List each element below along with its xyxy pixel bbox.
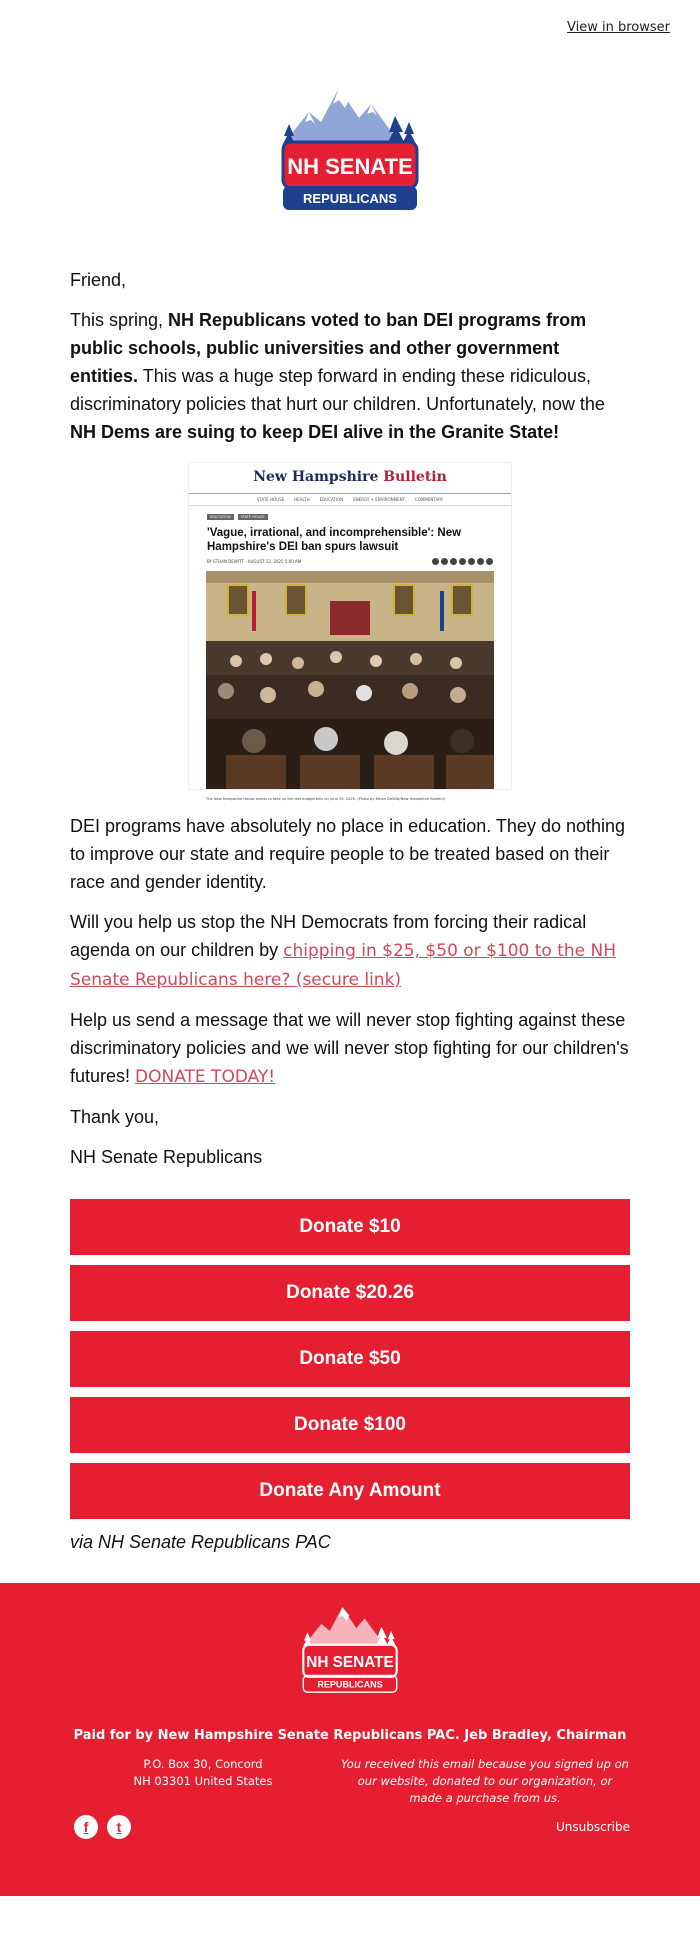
- paragraph-dei: DEI programs have absolutely no place in education. They do nothing to improve our state and require people to be treated based on their race and gender identity.: [70, 816, 626, 892]
- logo-text-senate: NH SENATE: [287, 154, 413, 179]
- paragraph-ask: Will you help us stop the NH Democrats from forcing their radical agenda on our children by chipping in $25, $50 or $100 to the NH Senate Republicans here? (secure link): [70, 912, 617, 990]
- donate-10-button[interactable]: Donate $10: [70, 1199, 630, 1255]
- top-bar: [0, 0, 700, 70]
- thanks: Thank you,: [70, 1107, 160, 1127]
- paid-for-disclaimer: Paid for by New Hampshire Senate Republicans PAC. Jeb Bradley, Chairman: [73, 1728, 627, 1743]
- email-body: [0, 266, 700, 1171]
- footer: [0, 1583, 700, 1896]
- donate-20-26-button[interactable]: Donate $20.26: [70, 1265, 630, 1321]
- signature: NH Senate Republicans: [70, 1147, 263, 1167]
- chip-in-link[interactable]: chipping in $25, $50 or $100 to the NH Senate Republicans here? (secure link): [70, 941, 617, 990]
- donate-100-button[interactable]: Donate $100: [70, 1397, 630, 1453]
- article-tags: EDUCATION STATE HOUSE: [207, 514, 511, 520]
- paragraph-message: Help us send a message that we will never stop fighting against these discriminatory policies and we will never stop fighting for our children's futures! DONATE TODAY!: [70, 1010, 629, 1087]
- article-caption: The New Hampshire House meets to take up the last budget bills on June 26, 2025. (Photo by Ethan DeWitt/New Hampshire Bulletin): [206, 797, 446, 801]
- greeting: Friend,: [70, 270, 127, 290]
- unsubscribe-link[interactable]: Unsubscribe: [556, 1820, 630, 1834]
- article-headline: 'Vague, irrational, and incomprehensible': New Hampshire's DEI ban spurs lawsuit: [207, 527, 462, 553]
- house-chamber-photo: [206, 571, 494, 789]
- mailing-address: P.O. Box 30, Concord NH 03301 United States: [133, 1757, 273, 1788]
- donate-today-link[interactable]: DONATE TODAY!: [135, 1067, 276, 1087]
- logo-text-republicans: REPUBLICANS: [303, 191, 397, 206]
- social-links: [74, 1815, 131, 1839]
- subscription-notice: You received this email because you signed up on our website, donated to our organization, or made a purchase from us.: [341, 1757, 629, 1805]
- article-masthead: New Hampshire Bulletin: [253, 469, 447, 485]
- share-icons: [432, 558, 493, 565]
- via-pac: via NH Senate Republicans PAC: [70, 1532, 331, 1552]
- article-byline: BY ETHAN DEWITT - AUGUST 12, 2025 5:00 AM: [207, 558, 493, 565]
- footer-columns: [0, 1756, 700, 1807]
- footer-logo-text-senate: NH SENATE: [306, 1654, 394, 1672]
- donate-buttons: [0, 1199, 700, 1519]
- footer-logo-text-republicans: REPUBLICANS: [317, 1679, 383, 1690]
- donate-50-button[interactable]: Donate $50: [70, 1331, 630, 1387]
- donate-any-amount-button[interactable]: Donate Any Amount: [70, 1463, 630, 1519]
- nh-senate-republicans-logo: [275, 82, 425, 214]
- article-nav: STATE HOUSE HEALTH EDUCATION ENERGY + ENVIRONMENT COMMENTARY: [189, 493, 511, 506]
- footer-logo: [0, 1603, 700, 1695]
- footer-logo-mark: [295, 1603, 405, 1695]
- header-logo: [0, 82, 700, 214]
- twitter-icon[interactable]: t: [107, 1815, 131, 1839]
- footer-bottom: [74, 1815, 630, 1839]
- view-in-browser-link[interactable]: View in browser: [567, 20, 670, 35]
- news-article-image[interactable]: [188, 462, 512, 801]
- facebook-icon[interactable]: f: [74, 1815, 98, 1839]
- paragraph-intro: This spring, NH Republicans voted to ban DEI programs from public schools, public universities and other government entities. This was a huge step forward in ending these ridiculous, discriminatory policies that hurt our children. Unfortunately, now the NH Dems are suing to keep DEI alive in the Granite State!: [70, 310, 605, 442]
